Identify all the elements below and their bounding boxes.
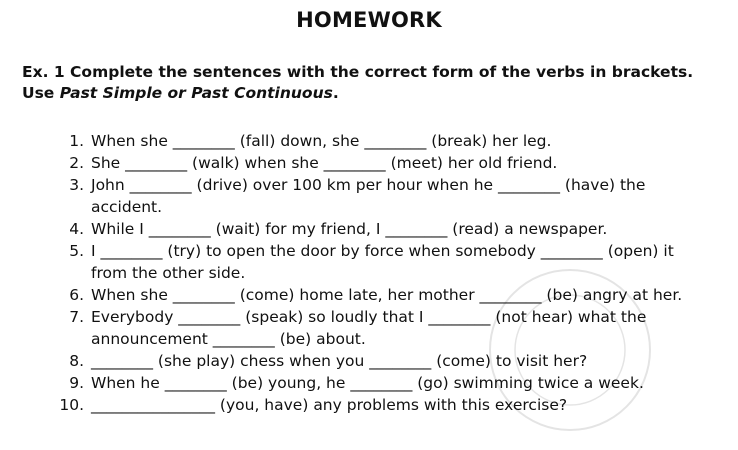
item-text: John ________ (drive) over 100 km per hour when he ________ (have) the accident. [91,176,646,216]
exercise-item-2 [0,152,738,174]
item-text: When she ________ (come) home late, her mother ________ (be) angry at her. [91,286,683,304]
instructions-tenses: Past Simple or Past Continuous [59,84,333,102]
item-text: I ________ (try) to open the door by force when somebody ________ (open) it from the other side. [91,242,674,282]
item-text: She ________ (walk) when she ________ (meet) her old friend. [91,154,558,172]
item-text: While I ________ (wait) for my friend, I ________ (read) a newspaper. [91,220,608,238]
item-number: 2. [69,154,84,172]
item-text: When he ________ (be) young, he ________ (go) swimming twice a week. [91,374,644,392]
exercise-item-1 [0,130,738,152]
item-number: 5. [69,242,84,260]
exercise-item-3 [0,174,738,218]
exercise-list [0,130,738,416]
item-number: 3. [69,176,84,194]
item-number: 10. [59,396,84,414]
item-text: ________________ (you, have) any problems with this exercise? [91,396,568,414]
item-text: When she ________ (fall) down, she ________ (break) her leg. [91,132,552,150]
item-text: Everybody ________ (speak) so loudly that I ________ (not hear) what the announcement ________ (be) about. [91,308,647,348]
item-number: 7. [69,308,84,326]
item-number: 9. [69,374,84,392]
exercise-item-9 [0,372,738,394]
page-title: HOMEWORK [296,8,442,32]
item-number: 6. [69,286,84,304]
exercise-item-4 [0,218,738,240]
exercise-instructions [22,62,712,104]
item-text: ________ (she play) chess when you ________ (come) to visit her? [91,352,588,370]
instructions-text: Ex. 1 Complete the sentences with the correct form of the verbs in brackets. Use [22,63,694,102]
instructions-end: . [332,84,339,102]
exercise-item-8 [0,350,738,372]
item-number: 1. [69,132,84,150]
item-number: 4. [69,220,84,238]
exercise-item-5 [0,240,738,284]
exercise-item-10 [0,394,738,416]
item-number: 8. [69,352,84,370]
exercise-item-6 [0,284,738,306]
exercise-item-7 [0,306,738,350]
